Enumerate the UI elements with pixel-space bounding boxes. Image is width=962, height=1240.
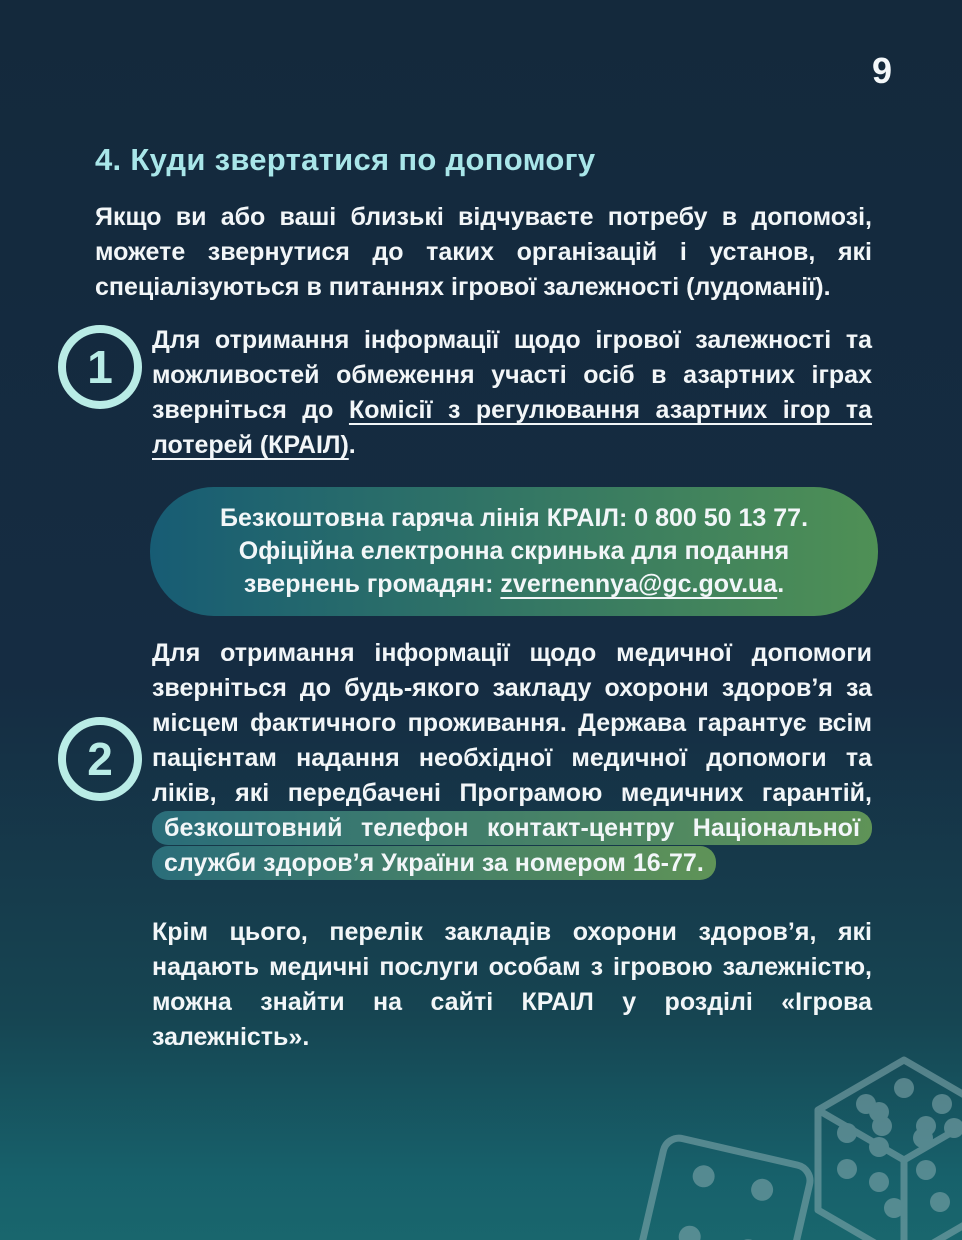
help-item-2 [0, 636, 962, 881]
item-1-text-before-link: Для отримання інформації щодо ігрової залежності та можливостей обмеження участі осіб в азартних іграх зверніться до [152, 326, 872, 424]
item-1-number-badge [58, 325, 142, 409]
intro-paragraph: Якщо ви або ваші близькі відчуваєте потребу в допомозі, можете звернутися до таких організацій і установ, які спеціалізуються в питаннях ігрової залежності (лудоманії). [95, 203, 872, 301]
item-2-text [152, 636, 872, 881]
hotline-email-line [186, 535, 842, 601]
hotline-email-suffix: . [777, 570, 785, 598]
item-2-text-before-highlight: Для отримання інформації щодо медичної допомоги зверніться до будь-якого закладу охорони здоров’я за місцем фактичного проживання. Держава гарантує всім пацієнтам надання необхідної медичної допомоги та ліків, які передбачені Програмою медичних гарантій, [152, 639, 872, 807]
help-item-1 [0, 323, 962, 463]
item-2-number: 2 [87, 732, 113, 785]
email-link[interactable]: zvernennya@gc.gov.ua [500, 570, 778, 598]
dice-icon [582, 1000, 962, 1240]
hotline-callout [150, 487, 878, 616]
krail-link[interactable]: Комісії з регулювання азартних ігор та лотерей (КРАІЛ) [152, 396, 872, 459]
item-1-text-after-link: . [348, 431, 356, 459]
section-heading: 4. Куди звертатися по допомогу [95, 142, 596, 177]
item-1-text [152, 323, 872, 463]
hotline-phone-line: Безкоштовна гаряча лінія КРАІЛ: 0 800 50 13 77. [219, 504, 809, 532]
page-number: 9 [871, 50, 892, 91]
item-1-number: 1 [87, 341, 113, 393]
hotline-email-intro: Офіційна електронна скринька для подання звернень громадян: [238, 537, 790, 598]
closing-paragraph: Крім цього, перелік закладів охорони здоров’я, які надають медичні послуги особам з ігровою залежністю, можна знайти на сайті КРАІЛ у розділі «Ігрова залежність». [152, 918, 872, 1051]
item-2-number-badge [58, 717, 142, 801]
item-2-highlighted-phrase: безкоштовний телефон контакт-центру Національної служби здоров’я України за номером 16-77. [152, 811, 872, 880]
